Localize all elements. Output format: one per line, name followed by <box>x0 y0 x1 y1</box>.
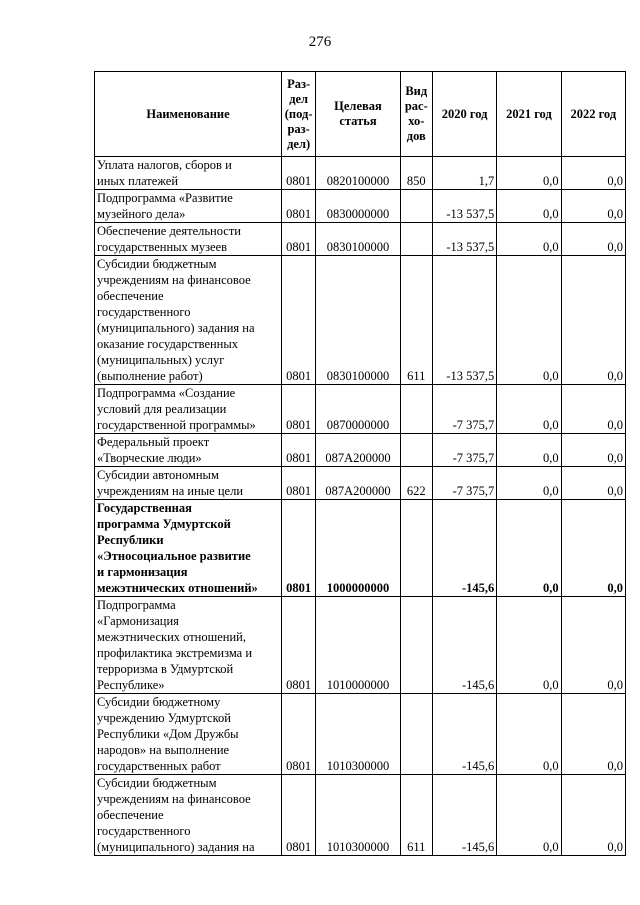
cell-type: 622 <box>400 467 432 500</box>
cell-2021: 0,0 <box>497 597 561 694</box>
cell-2021: 0,0 <box>497 157 561 190</box>
cell-article: 0830000000 <box>316 190 400 223</box>
cell-2020: -7 375,7 <box>432 385 496 434</box>
table-body <box>95 157 626 856</box>
header-section: Раз- дел (под- раз- дел) <box>282 72 316 157</box>
table-row <box>95 775 626 856</box>
cell-name: Субсидии бюджетным учреждениям на финансовое обеспечение государственного (муниципального) задания на оказание государственных (муниципальных) услуг (выполнение работ) <box>95 256 282 385</box>
table-row <box>95 500 626 597</box>
cell-2020: -13 537,5 <box>432 190 496 223</box>
cell-2022: 0,0 <box>561 467 625 500</box>
table-row <box>95 157 626 190</box>
cell-2020: -145,6 <box>432 500 496 597</box>
cell-name: Субсидии автономным учреждениям на иные цели <box>95 467 282 500</box>
cell-2022: 0,0 <box>561 597 625 694</box>
cell-section: 0801 <box>282 775 316 856</box>
cell-2020: -145,6 <box>432 775 496 856</box>
cell-type <box>400 434 432 467</box>
table-row <box>95 467 626 500</box>
header-name: Наименование <box>95 72 282 157</box>
cell-section: 0801 <box>282 500 316 597</box>
cell-type: 611 <box>400 775 432 856</box>
cell-type <box>400 694 432 775</box>
cell-name: Обеспечение деятельности государственных музеев <box>95 223 282 256</box>
table-row <box>95 434 626 467</box>
cell-article: 087A200000 <box>316 467 400 500</box>
table-row <box>95 190 626 223</box>
cell-2021: 0,0 <box>497 694 561 775</box>
cell-name: Уплата налогов, сборов и иных платежей <box>95 157 282 190</box>
cell-2021: 0,0 <box>497 256 561 385</box>
header-2021: 2021 год <box>497 72 561 157</box>
cell-2022: 0,0 <box>561 256 625 385</box>
cell-2022: 0,0 <box>561 775 625 856</box>
table-row <box>95 256 626 385</box>
header-2020: 2020 год <box>432 72 496 157</box>
cell-type: 850 <box>400 157 432 190</box>
cell-article: 0820100000 <box>316 157 400 190</box>
cell-article: 0830100000 <box>316 223 400 256</box>
cell-2021: 0,0 <box>497 500 561 597</box>
budget-table <box>94 71 626 856</box>
cell-2021: 0,0 <box>497 385 561 434</box>
cell-article: 087A200000 <box>316 434 400 467</box>
cell-2022: 0,0 <box>561 694 625 775</box>
cell-2022: 0,0 <box>561 190 625 223</box>
cell-article: 1010300000 <box>316 694 400 775</box>
cell-article: 0830100000 <box>316 256 400 385</box>
cell-type <box>400 223 432 256</box>
cell-section: 0801 <box>282 597 316 694</box>
page-number: 276 <box>308 34 332 50</box>
cell-section: 0801 <box>282 256 316 385</box>
table-row <box>95 385 626 434</box>
header-article: Целевая статья <box>316 72 400 157</box>
cell-2020: -7 375,7 <box>432 434 496 467</box>
table-row <box>95 223 626 256</box>
cell-article: 1010000000 <box>316 597 400 694</box>
cell-section: 0801 <box>282 223 316 256</box>
cell-2022: 0,0 <box>561 157 625 190</box>
cell-section: 0801 <box>282 467 316 500</box>
cell-2022: 0,0 <box>561 500 625 597</box>
cell-2020: -145,6 <box>432 597 496 694</box>
table-header-row <box>95 72 626 157</box>
cell-article: 0870000000 <box>316 385 400 434</box>
header-type: Вид рас- хо- дов <box>400 72 432 157</box>
cell-name: Субсидии бюджетному учреждению Удмуртской Республики «Дом Дружбы народов» на выполнение государственных работ <box>95 694 282 775</box>
cell-2020: -13 537,5 <box>432 223 496 256</box>
cell-2020: 1,7 <box>432 157 496 190</box>
cell-name: Подпрограмма «Создание условий для реализации государственной программы» <box>95 385 282 434</box>
table-row <box>95 597 626 694</box>
cell-section: 0801 <box>282 190 316 223</box>
cell-type <box>400 500 432 597</box>
cell-2021: 0,0 <box>497 190 561 223</box>
cell-2020: -13 537,5 <box>432 256 496 385</box>
cell-name: Подпрограмма «Развитие музейного дела» <box>95 190 282 223</box>
cell-section: 0801 <box>282 157 316 190</box>
cell-type <box>400 190 432 223</box>
cell-name: Государственная программа Удмуртской Республики «Этносоциальное развитие и гармонизация межэтнических отношений» <box>95 500 282 597</box>
cell-article: 1010300000 <box>316 775 400 856</box>
cell-name: Федеральный проект «Творческие люди» <box>95 434 282 467</box>
cell-type <box>400 385 432 434</box>
cell-name: Подпрограмма «Гармонизация межэтнических отношений, профилактика экстремизма и терроризма в Удмуртской Республике» <box>95 597 282 694</box>
cell-section: 0801 <box>282 694 316 775</box>
cell-2022: 0,0 <box>561 385 625 434</box>
cell-2022: 0,0 <box>561 223 625 256</box>
cell-type: 611 <box>400 256 432 385</box>
cell-article: 1000000000 <box>316 500 400 597</box>
cell-type <box>400 597 432 694</box>
cell-2021: 0,0 <box>497 223 561 256</box>
cell-section: 0801 <box>282 385 316 434</box>
cell-2021: 0,0 <box>497 467 561 500</box>
table-row <box>95 694 626 775</box>
header-2022: 2022 год <box>561 72 625 157</box>
cell-2021: 0,0 <box>497 434 561 467</box>
cell-section: 0801 <box>282 434 316 467</box>
cell-2022: 0,0 <box>561 434 625 467</box>
cell-2021: 0,0 <box>497 775 561 856</box>
cell-2020: -7 375,7 <box>432 467 496 500</box>
cell-2020: -145,6 <box>432 694 496 775</box>
cell-name: Субсидии бюджетным учреждениям на финансовое обеспечение государственного (муниципального) задания на <box>95 775 282 856</box>
